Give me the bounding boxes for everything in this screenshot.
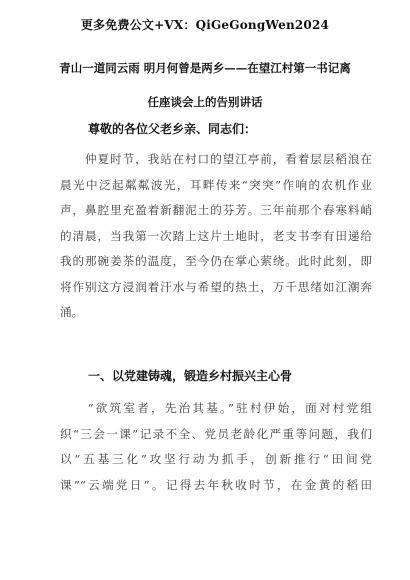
paragraph-line: 的清晨，当我第一次踏上这片土地时，老支书李有田递给 bbox=[60, 228, 372, 243]
speech-title-line-2: 任座谈会上的告别讲话 bbox=[147, 95, 263, 109]
paragraph-1 bbox=[60, 147, 372, 326]
paragraph-line: 晨光中泛起粼粼波光，耳畔传来“突突”作响的农机作业 bbox=[60, 177, 372, 192]
salutation: 尊敬的各位父老乡亲、同志们： bbox=[88, 122, 257, 136]
section-heading: 一、以党建铸魂，锻造乡村振兴主心骨 bbox=[88, 369, 293, 383]
paragraph-line: “欲筑室者，先治其基。”驻村伊始，面对村党组 bbox=[60, 401, 372, 415]
speech-title-line-1: 青山一道同云雨 明月何曾是两乡——在望江村第一书记离 bbox=[59, 61, 351, 75]
paragraph-line: 织“三会一课”记录不全、党员老龄化严重等问题，我们 bbox=[60, 426, 372, 441]
paragraph-line: 仲夏时节，我站在村口的望江亭前，看着层层稻浪在 bbox=[60, 152, 372, 166]
paragraph-line: 课”“云端党日”。记得去年秋收时节，在金黄的稻田 bbox=[60, 477, 372, 492]
paragraph-2 bbox=[60, 396, 372, 498]
paragraph-line: 将作别这方浸润着汗水与希望的热土，万千思绪如江潮奔 bbox=[60, 279, 372, 294]
paragraph-line: 声，鼻腔里充盈着新翻泥土的芬芳。三年前那个春寒料峭 bbox=[60, 203, 372, 217]
paragraph-line: 我的那碗姜茶的温度，至今仍在掌心萦绕。此时此刻，即 bbox=[60, 254, 372, 268]
paragraph-line: 涌。 bbox=[60, 305, 84, 319]
paragraph-line: 以“五基三化”攻坚行动为抓手，创新推行“田间党 bbox=[60, 452, 372, 466]
promo-header: 更多免费公文+VX：QiGeGongWen2024 bbox=[80, 18, 330, 32]
